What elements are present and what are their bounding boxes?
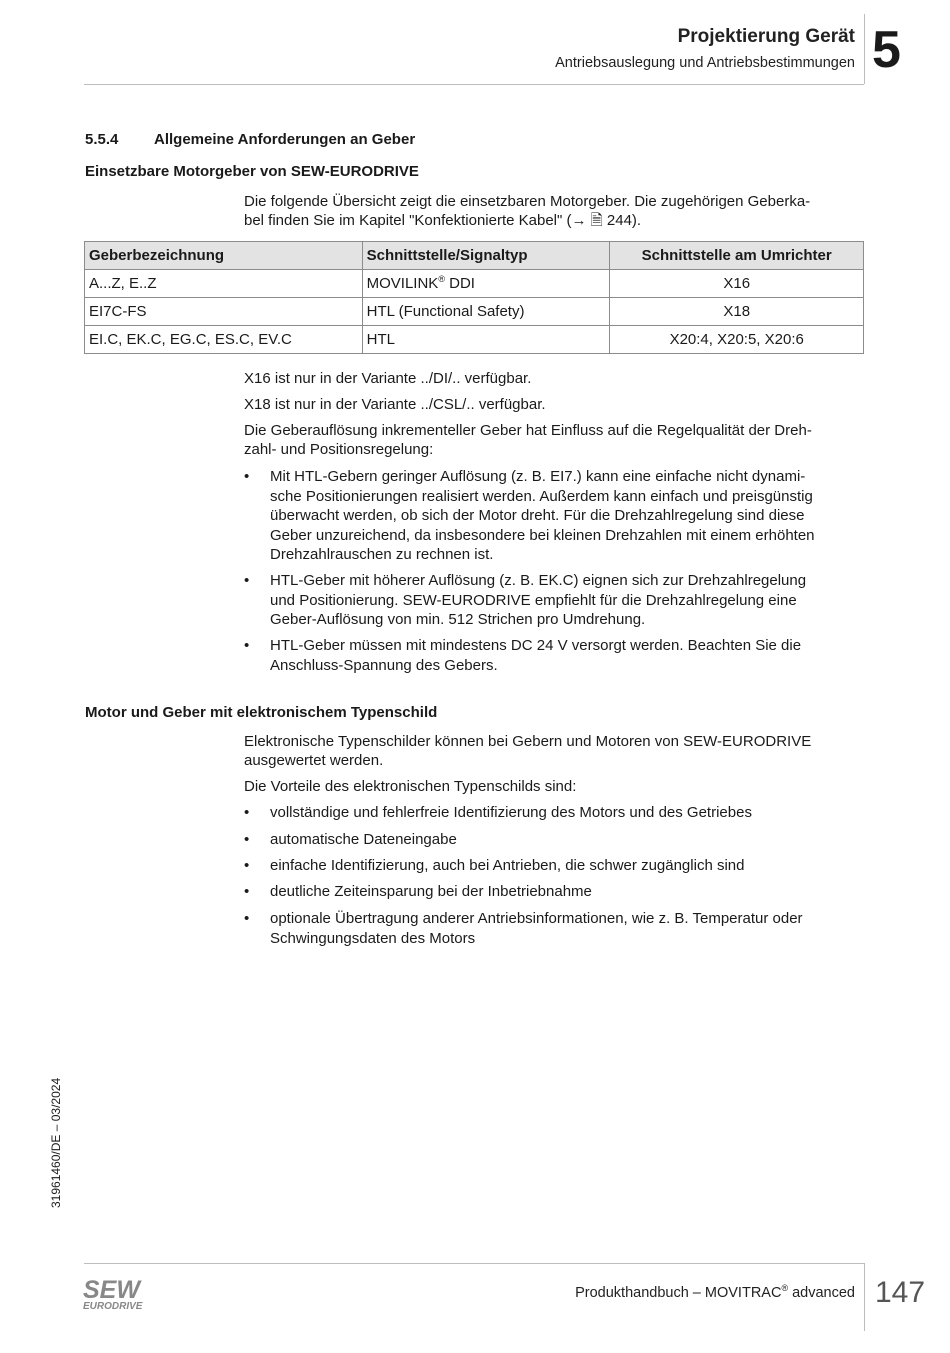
bullet-marker: • <box>244 910 250 927</box>
list-item-line: optionale Übertragung anderer Antriebsinformationen, wie z. B. Temperatur oder <box>270 910 803 927</box>
advantages-intro: Die Vorteile des elektronischen Typenschilds sind: <box>244 778 577 795</box>
encoder-table <box>84 241 864 354</box>
list-item-line: Schwingungsdaten des Motors <box>270 929 476 947</box>
list-item: automatische Dateneingabe <box>270 831 457 848</box>
cell-text: MOVILINK <box>366 275 439 292</box>
resolution-para-line-1: Die Geberauflösung inkrementeller Geber hat Einfluss auf die Regelqualität der Dreh- <box>244 422 812 439</box>
section-title: Allgemeine Anforderungen an Geber <box>154 131 416 148</box>
footer-vertical-rule <box>864 1263 865 1331</box>
subsection-heading-typenschild: Motor und Geber mit elektronischem Typenschild <box>85 704 438 721</box>
list-item-line: Drehzahlrauschen zu rechnen ist. <box>270 546 494 563</box>
list-item-line: Mit HTL-Gebern geringer Auflösung (z. B. EI7.) kann eine einfache nicht dynami- <box>270 468 806 485</box>
section-number: 5.5.4 <box>85 131 119 148</box>
bullet-marker: • <box>244 468 250 485</box>
table-cell: HTL (Functional Safety) <box>362 298 610 326</box>
footer-manual-suffix: advanced <box>788 1285 855 1301</box>
header-subtitle: Antriebsauslegung und Antriebsbestimmungen <box>555 55 855 71</box>
page-number: 147 <box>875 1276 926 1309</box>
table-cell: A...Z, E..Z <box>85 270 363 298</box>
table-header-row <box>85 242 864 270</box>
bullet-marker: • <box>244 637 250 654</box>
list-item <box>270 909 864 948</box>
intro-line-2: bel finden Sie im Kapitel "Konfektionierte Kabel" (→ 🗎 244). <box>244 212 642 229</box>
typenschild-intro-line-2: ausgewertet werden. <box>244 752 384 769</box>
chapter-number: 5 <box>872 21 901 79</box>
table-row <box>85 270 864 298</box>
table-header: Schnittstelle am Umrichter <box>610 242 864 270</box>
bullet-marker: • <box>244 804 250 821</box>
intro-line-1: Die folgende Übersicht zeigt die einsetzbaren Motorgeber. Die zugehörigen Geberka- <box>244 193 811 210</box>
table-cell: X18 <box>610 298 864 326</box>
document-id: 31961460/DE – 03/2024 <box>49 1077 63 1208</box>
list-item-line: und Positionierung. SEW-EURODRIVE empfiehlt für die Drehzahlregelung eine <box>270 591 797 609</box>
list-item <box>270 571 864 630</box>
cell-suffix: DDI <box>444 275 475 292</box>
logo-text-eurodrive: EURODRIVE <box>83 1301 143 1312</box>
registered-mark: ® <box>781 1283 789 1293</box>
bullet-marker: • <box>244 572 250 589</box>
bullet-marker: • <box>244 857 250 874</box>
table-row <box>85 326 864 354</box>
list-item <box>270 467 864 565</box>
list-item: einfache Identifizierung, auch bei Antrieben, die schwer zugänglich sind <box>270 857 745 874</box>
table-cell <box>362 270 610 298</box>
header-title: Projektierung Gerät <box>677 26 855 47</box>
list-item-line: sche Positionierungen realisiert werden. Außerdem kann einfach und preisgünstig <box>270 487 813 505</box>
table-cell: EI7C-FS <box>85 298 363 326</box>
table-cell: HTL <box>362 326 610 354</box>
registered-mark: ® <box>438 274 445 284</box>
subsection-heading-motorgeber: Einsetzbare Motorgeber von SEW-EURODRIVE <box>85 163 419 180</box>
table-cell: X16 <box>610 270 864 298</box>
list-item: deutliche Zeiteinsparung bei der Inbetriebnahme <box>270 883 592 900</box>
list-item: vollständige und fehlerfreie Identifizierung des Motors und des Getriebes <box>270 804 752 821</box>
table-cell: EI.C, EK.C, EG.C, ES.C, EV.C <box>85 326 363 354</box>
table-row <box>85 298 864 326</box>
table-header: Geberbezeichnung <box>85 242 363 270</box>
list-item-line: HTL-Geber müssen mit mindestens DC 24 V versorgt werden. Beachten Sie die <box>270 637 802 654</box>
header-vertical-rule <box>864 14 865 84</box>
table-header: Schnittstelle/Signaltyp <box>362 242 610 270</box>
header-rule <box>84 84 864 85</box>
list-item-line: HTL-Geber mit höherer Auflösung (z. B. EK.C) eignen sich zur Drehzahlregelung <box>270 572 807 589</box>
logo-text-sew: SEW <box>83 1276 140 1304</box>
bullet-marker: • <box>244 831 250 848</box>
typenschild-intro-line-1: Elektronische Typenschilder können bei Gebern und Motoren von SEW-EURODRIVE <box>244 733 812 750</box>
list-item-line: Anschluss-Spannung des Gebers. <box>270 656 498 674</box>
sew-eurodrive-logo <box>83 1276 153 1312</box>
note-x18: X18 ist nur in der Variante ../CSL/.. verfügbar. <box>244 396 546 413</box>
list-item-line: überwacht werden, ob sich der Motor dreht. Für die Drehzahlregelung sind diese <box>270 507 805 524</box>
note-x16: X16 ist nur in der Variante ../DI/.. verfügbar. <box>244 370 532 387</box>
list-item-line: Geber unzureichend, da insbesondere bei kleinen Drehzahlen mit einem erhöhten <box>270 526 815 544</box>
list-item <box>270 636 864 675</box>
footer-manual-title: Produkthandbuch – MOVITRAC <box>575 1285 782 1301</box>
footer-text <box>575 1285 855 1301</box>
table-cell: X20:4, X20:5, X20:6 <box>610 326 864 354</box>
bullet-marker: • <box>244 883 250 900</box>
footer-rule <box>84 1263 864 1264</box>
list-item-line: Geber-Auflösung von min. 512 Strichen pro Umdrehung. <box>270 611 646 628</box>
resolution-para-line-2: zahl- und Positionsregelung: <box>244 441 434 458</box>
